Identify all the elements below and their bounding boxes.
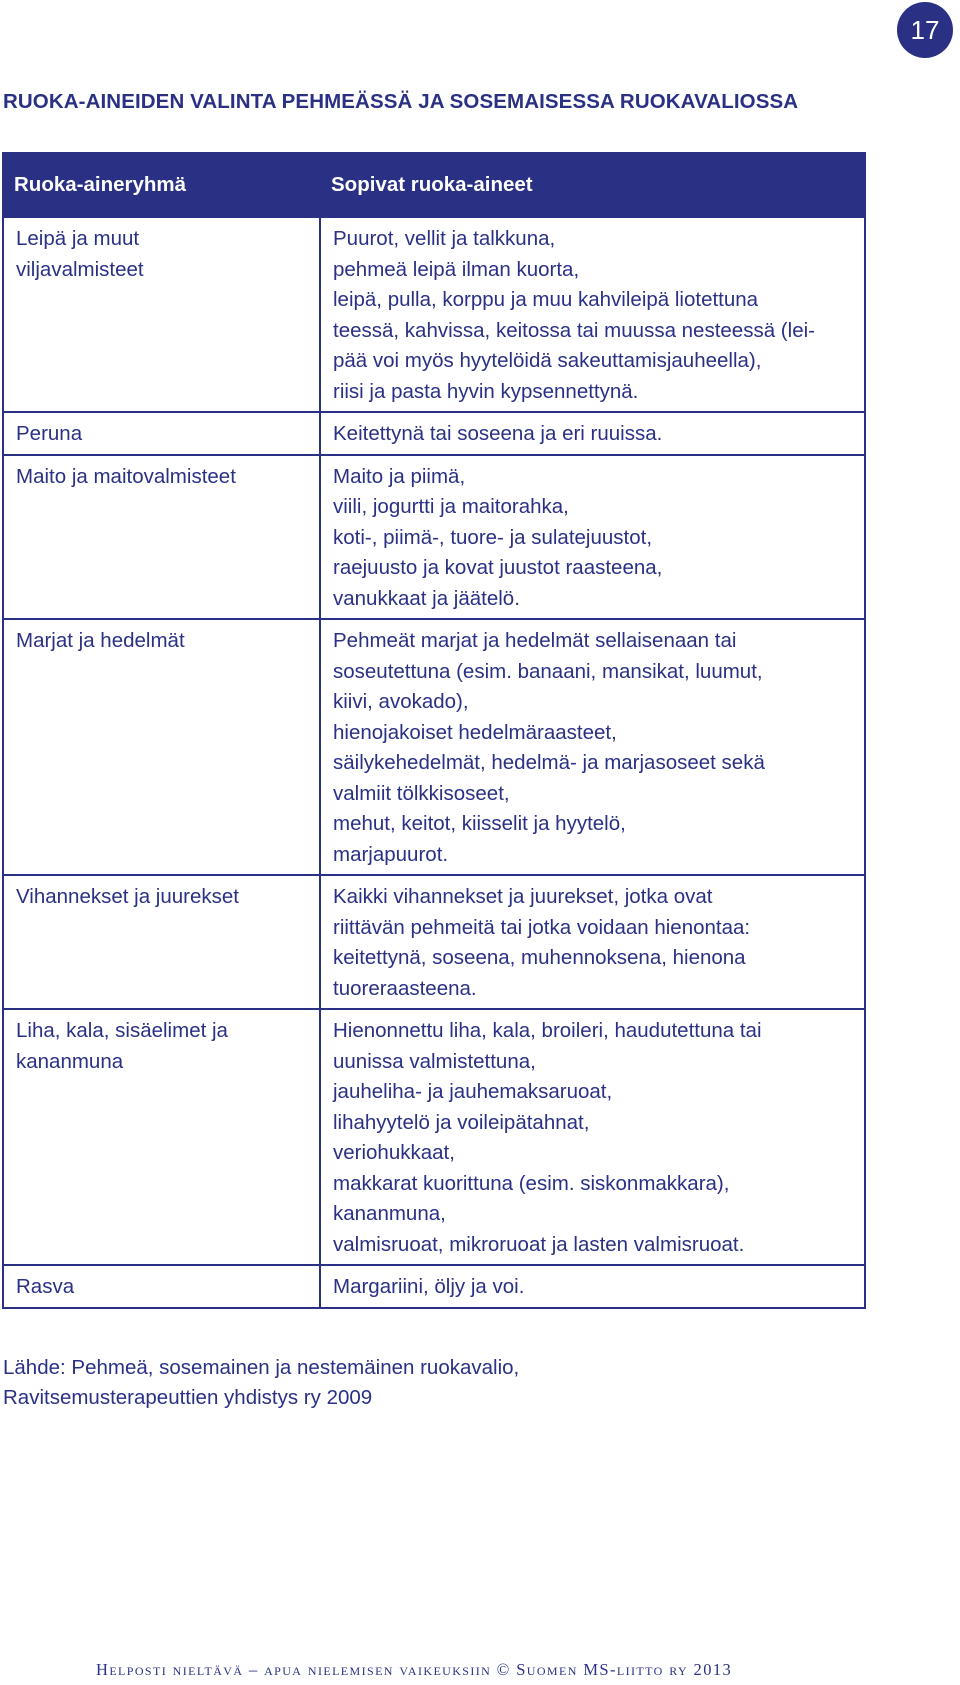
table-row bbox=[3, 455, 865, 620]
page-title: RUOKA-AINEIDEN VALINTA PEHMEÄSSÄ JA SOSEMAISESSA RUOKAVALIOSSA bbox=[3, 90, 799, 113]
suitable-foods-cell: Kaikki vihannekset ja juurekset, jotka ovat riittävän pehmeitä tai jotka voidaan hienontaa: keitettynä, soseena, muhennoksena, hienona tuoreraasteena. bbox=[320, 875, 865, 1009]
column-header-suitable-foods: Sopivat ruoka-aineet bbox=[320, 153, 865, 217]
table-row bbox=[3, 875, 865, 1009]
source-line-1: Lähde: Pehmeä, sosemainen ja nestemäinen ruokavalio, bbox=[3, 1356, 520, 1379]
food-group-cell: Marjat ja hedelmät bbox=[3, 619, 320, 875]
page-number-badge: 17 bbox=[897, 2, 953, 58]
suitable-foods-cell: Pehmeät marjat ja hedelmät sellaisenaan tai soseutettuna (esim. banaani, mansikat, luumut, kiivi, avokado), hienojakoiset hedelmäraasteet, säilykehedelmät, hedelmä- ja marjasoseet sekä valmiit tölkkisoseet, mehut, keitot, kiisselit ja hyytelö, marjapuurot. bbox=[320, 619, 865, 875]
source-citation bbox=[3, 1353, 519, 1413]
suitable-foods-cell: Keitettynä tai soseena ja eri ruuissa. bbox=[320, 412, 865, 455]
suitable-foods-cell: Hienonnettu liha, kala, broileri, haudutettuna tai uunissa valmistettuna, jauheliha- ja jauhemaksaruoat, lihahyytelö ja voileipätahnat, veriohukkaat, makkarat kuorittuna (esim. siskonmakkara), kananmuna, valmisruoat, mikroruoat ja lasten valmisruoat. bbox=[320, 1009, 865, 1265]
source-line-2: Ravitsemusterapeuttien yhdistys ry 2009 bbox=[3, 1386, 373, 1409]
suitable-foods-cell: Puurot, vellit ja talkkuna, pehmeä leipä ilman kuorta, leipä, pulla, korppu ja muu kahvileipä liotettuna teessä, kahvissa, keitossa tai muussa nesteessä (lei- pää voi myös hyytelöidä sakeuttamisjauheella), riisi ja pasta hyvin kypsennettynä. bbox=[320, 217, 865, 412]
table-row bbox=[3, 412, 865, 455]
food-group-cell: Peruna bbox=[3, 412, 320, 455]
food-group-cell: Vihannekset ja juurekset bbox=[3, 875, 320, 1009]
food-group-cell: Rasva bbox=[3, 1265, 320, 1308]
page-footer: Helposti nieltävä – apua nielemisen vaikeuksiin © Suomen MS-liitto ry 2013 bbox=[96, 1660, 733, 1679]
column-header-food-group: Ruoka-aineryhmä bbox=[3, 153, 320, 217]
food-group-cell: Liha, kala, sisäelimet ja kananmuna bbox=[3, 1009, 320, 1265]
table-header-row bbox=[3, 153, 865, 217]
food-selection-table bbox=[2, 152, 866, 1309]
suitable-foods-cell: Maito ja piimä, viili, jogurtti ja maitorahka, koti-, piimä-, tuore- ja sulatejuustot, raejuusto ja kovat juustot raasteena, vanukkaat ja jäätelö. bbox=[320, 455, 865, 620]
food-group-cell: Maito ja maitovalmisteet bbox=[3, 455, 320, 620]
table-row bbox=[3, 619, 865, 875]
food-group-cell: Leipä ja muut viljavalmisteet bbox=[3, 217, 320, 412]
table-row bbox=[3, 1265, 865, 1308]
table-row bbox=[3, 217, 865, 412]
table-row bbox=[3, 1009, 865, 1265]
suitable-foods-cell: Margariini, öljy ja voi. bbox=[320, 1265, 865, 1308]
